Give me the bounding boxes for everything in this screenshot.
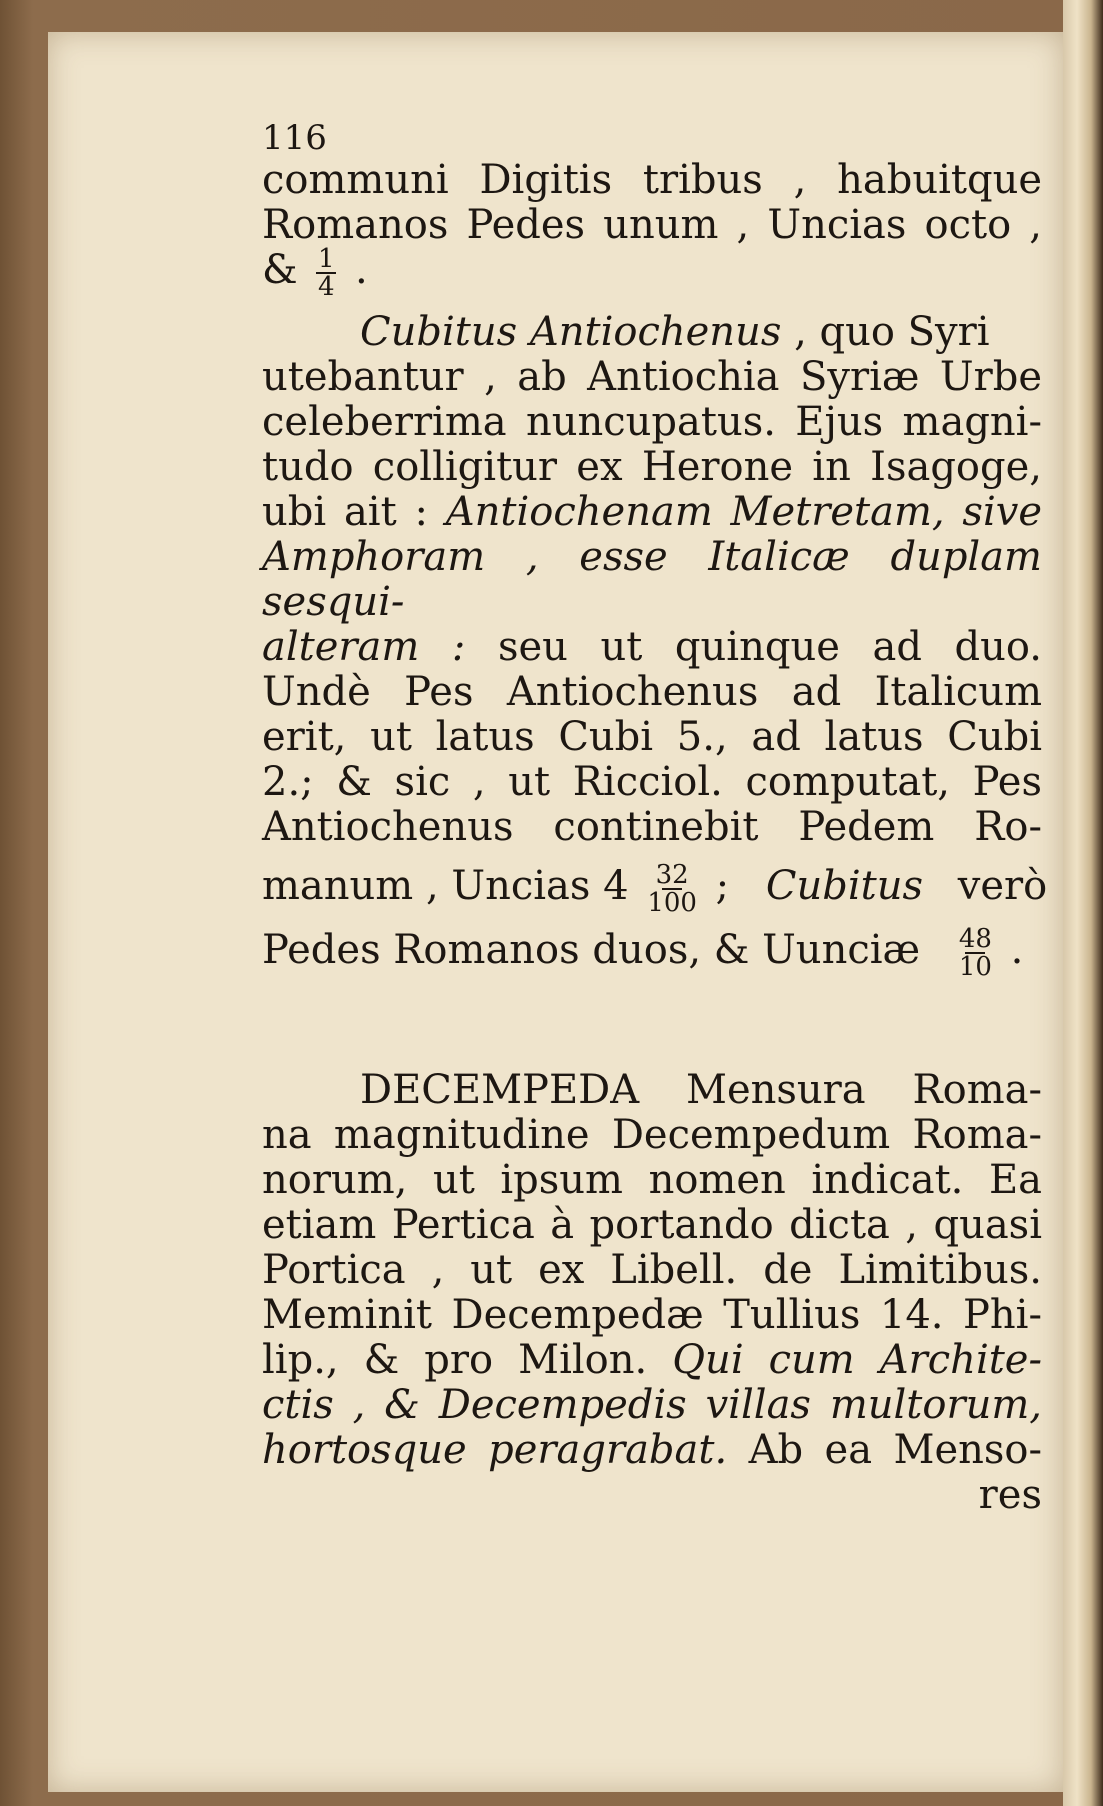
text-line: erit, ut latus Cubi 5., ad latus Cubi — [262, 714, 1042, 760]
text-line: 2.; & sic , ut Ricciol. computat, Pes — [262, 759, 1042, 805]
text-line: celeberrima nuncupatus. Ejus magni- — [262, 399, 1042, 445]
text-line: Romanos Pedes unum , Uncias octo , — [262, 202, 1042, 248]
text-line: norum, ut ipsum nomen indicat. Ea — [262, 1157, 1042, 1203]
text-line: communi Digitis tribus , habuitque — [262, 157, 1042, 203]
text-line — [262, 924, 1042, 982]
italic-fragment: Antiochenam Metretam, sive — [445, 489, 1043, 535]
italic-line: ctis , & Decempedis villas multorum, — [262, 1382, 1042, 1428]
text-fragment: ubi ait : — [262, 489, 428, 535]
italic-term: Cubitus — [765, 863, 924, 909]
italic-line: Amphoram , esse Italicæ duplam sesqui- — [262, 534, 1042, 625]
fraction-denominator: 100 — [647, 888, 697, 918]
text-fragment: lip., & pro Milon. — [262, 1337, 648, 1383]
fraction-numerator: 1 — [318, 244, 335, 274]
text-line: utebantur , ab Antiochia Syriæ Urbe — [262, 354, 1042, 400]
text-fragment: Pedes Romanos duos, & Uunciæ — [262, 927, 921, 973]
italic-term: Antiochenus — [529, 309, 782, 355]
text-line — [262, 860, 1048, 918]
text-fragment: manum , Uncias 4 — [262, 863, 629, 909]
period: . — [1010, 927, 1024, 973]
semicolon: ; — [715, 863, 730, 909]
text-line — [262, 1338, 1042, 1383]
text-line: na magnitudine Decempedum Roma- — [262, 1112, 1042, 1158]
text-fragment: seu ut quinque ad duo. — [497, 624, 1042, 670]
text-fragment: , quo Syri — [794, 309, 990, 355]
ampersand: & — [262, 247, 298, 293]
text-fragment: Ab ea Menso- — [748, 1427, 1043, 1473]
page-number: 116 — [262, 118, 327, 158]
text-line: tudo colligitur ex Herone in Isagoge, — [262, 444, 1042, 490]
text-fragment: verò — [957, 863, 1048, 909]
fraction-numerator: 48 — [958, 924, 992, 954]
page-text — [262, 118, 1048, 1518]
italic-fragment: Qui cum Archite- — [672, 1337, 1042, 1383]
text-line: etiam Pertica à portando dicta , quasi — [262, 1202, 1042, 1248]
catchword: res — [978, 1472, 1042, 1518]
italic-fragment: alteram : — [262, 624, 466, 670]
text-line: Portica , ut ex Libell. de Limitibus. — [262, 1247, 1042, 1293]
period: . — [355, 247, 368, 293]
fraction — [647, 860, 697, 918]
fraction — [958, 924, 992, 982]
fraction-denominator: 4 — [318, 272, 335, 302]
text-line: Meminit Decempedæ Tullius 14. Phi- — [262, 1292, 1042, 1338]
text-line — [262, 625, 1042, 670]
italic-fragment: hortosque peragrabat. — [262, 1427, 728, 1473]
text-line — [262, 244, 1042, 302]
italic-term: Cubitus — [360, 309, 518, 355]
fraction-numerator: 32 — [655, 860, 689, 890]
text-line: Antiochenus continebit Pedem Ro- — [262, 804, 1042, 850]
fraction — [316, 244, 336, 302]
text-line — [262, 490, 1042, 535]
text-line — [262, 1428, 1042, 1473]
paragraph-gap — [262, 978, 1042, 1068]
fraction-denominator: 10 — [958, 952, 992, 982]
page-edge — [1063, 0, 1103, 1806]
text-line: Undè Pes Antiochenus ad Italicum — [262, 669, 1042, 715]
text-line: DECEMPEDA Mensura Roma- — [360, 1067, 1042, 1113]
text-line — [262, 310, 1042, 355]
